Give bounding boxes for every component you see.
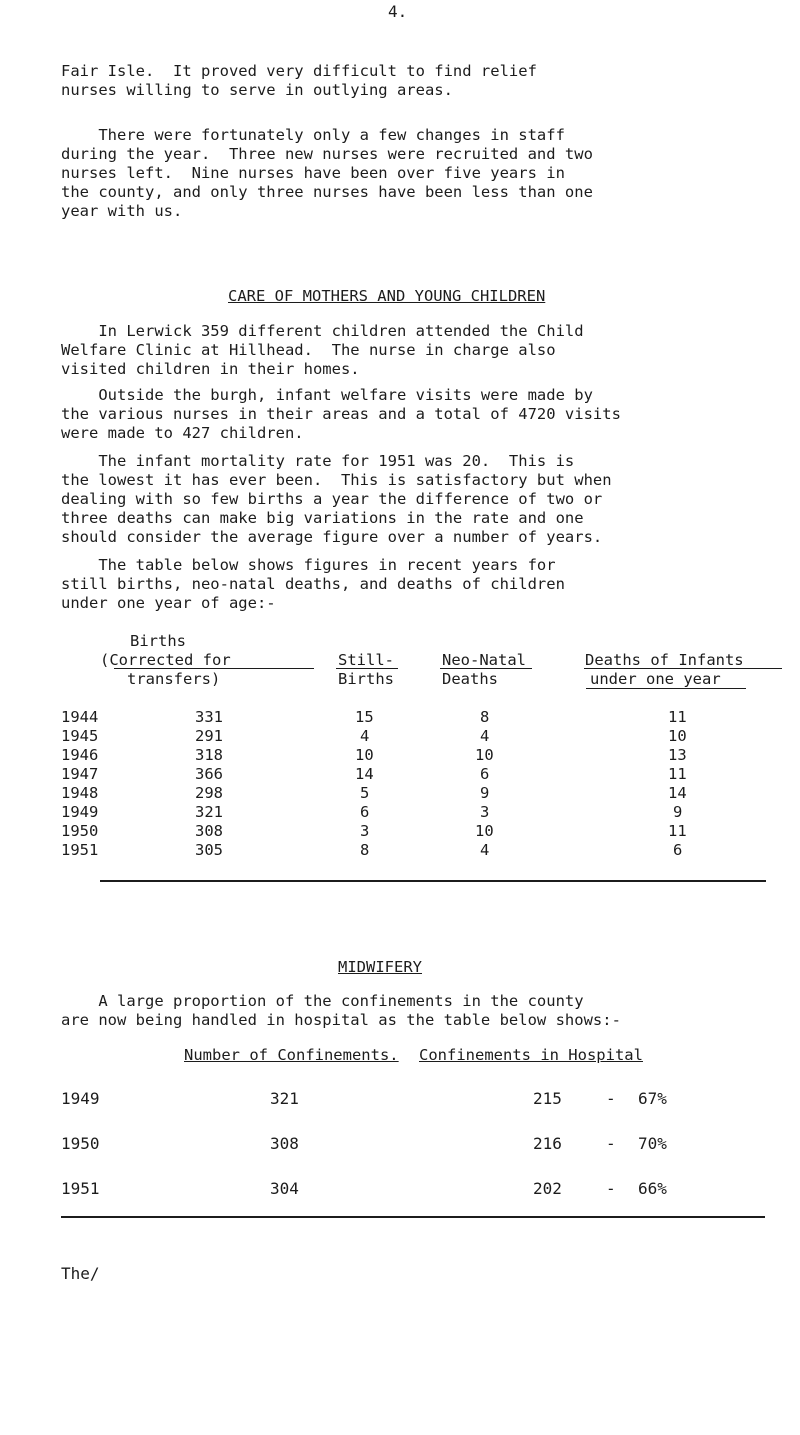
cell-percent: 70% bbox=[638, 1134, 667, 1153]
paragraph-staff: There were fortunately only a few changes in staff during the year. Three new nurses were recruited and two nurses left. Nine nurses have been over five years in the county, and only three nurses have been less than one year with us. bbox=[61, 126, 593, 220]
cell-year: 1949 bbox=[61, 1089, 100, 1108]
infant-header-underline2 bbox=[586, 688, 746, 689]
cell-confinements: 308 bbox=[270, 1134, 299, 1153]
hospital-header: Confinements in Hospital bbox=[419, 1046, 643, 1064]
paragraph-table-intro: The table below shows figures in recent years for still births, neo-natal deaths, and deaths of children under one year of age:- bbox=[61, 556, 565, 612]
cell-births: 366 bbox=[195, 765, 223, 783]
cell-percent: 66% bbox=[638, 1179, 667, 1198]
paragraph-infant-mortality: The infant mortality rate for 1951 was 20. This is the lowest it has ever been. This is satisfactory but when dealing with so few births a year the difference of two or three deaths can make big variations in the rate and one should consider the average figure over a number of years. bbox=[61, 452, 612, 546]
cell-neo: 6 bbox=[480, 765, 490, 783]
infant-header-underline bbox=[584, 668, 782, 669]
cell-still: 15 bbox=[355, 708, 374, 726]
still-header-underline bbox=[336, 668, 398, 669]
cell-still: 8 bbox=[360, 841, 370, 859]
cell-year: 1947 bbox=[61, 765, 99, 783]
cell-year: 1950 bbox=[61, 1134, 100, 1153]
cell-still: 10 bbox=[355, 746, 374, 764]
cell-year: 1951 bbox=[61, 841, 99, 859]
cell-births: 305 bbox=[195, 841, 223, 859]
table-row bbox=[0, 708, 800, 726]
paragraph-fair-isle: Fair Isle. It proved very difficult to find relief nurses willing to serve in outlying areas. bbox=[61, 62, 537, 99]
births-header-line2: (Corrected for bbox=[100, 651, 231, 669]
cell-still: 5 bbox=[360, 784, 370, 802]
cell-births: 298 bbox=[195, 784, 223, 802]
cell-neo: 10 bbox=[475, 746, 494, 764]
cell-births: 308 bbox=[195, 822, 223, 840]
cell-neo: 4 bbox=[480, 841, 490, 859]
paragraph-lerwick: In Lerwick 359 different children attended the Child Welfare Clinic at Hillhead. The nurse in charge also visited children in their homes. bbox=[61, 322, 584, 378]
cell-year: 1946 bbox=[61, 746, 99, 764]
still-header-line2: Births bbox=[338, 670, 394, 688]
cell-hospital: 216 bbox=[533, 1134, 562, 1153]
cell-neo: 9 bbox=[480, 784, 490, 802]
neo-header-line1: Neo-Natal bbox=[442, 651, 526, 669]
table-row bbox=[0, 841, 800, 859]
cell-infant: 6 bbox=[673, 841, 683, 859]
table-row bbox=[0, 1134, 800, 1154]
table-row bbox=[0, 1179, 800, 1199]
table-row bbox=[0, 746, 800, 764]
cell-infant: 11 bbox=[668, 765, 687, 783]
confinements-header: Number of Confinements. bbox=[184, 1046, 399, 1064]
paragraph-outside-burgh: Outside the burgh, infant welfare visits were made by the various nurses in their areas and a total of 4720 visits were made to 427 children. bbox=[61, 386, 621, 442]
cell-infant: 14 bbox=[668, 784, 687, 802]
table2-bottom-rule bbox=[61, 1216, 765, 1218]
catchword: The/ bbox=[61, 1264, 100, 1283]
cell-hospital: 215 bbox=[533, 1089, 562, 1108]
table-row bbox=[0, 1089, 800, 1109]
neo-header-underline bbox=[440, 668, 532, 669]
paragraph-confinements: A large proportion of the confinements in the county are now being handled in hospital as the table below shows:- bbox=[61, 992, 621, 1029]
cell-infant: 13 bbox=[668, 746, 687, 764]
cell-births: 318 bbox=[195, 746, 223, 764]
cell-hospital: 202 bbox=[533, 1179, 562, 1198]
cell-infant: 9 bbox=[673, 803, 683, 821]
cell-year: 1944 bbox=[61, 708, 99, 726]
cell-births: 291 bbox=[195, 727, 223, 745]
cell-births: 331 bbox=[195, 708, 223, 726]
cell-infant: 11 bbox=[668, 708, 687, 726]
cell-births: 321 bbox=[195, 803, 223, 821]
table1-bottom-rule bbox=[100, 880, 766, 882]
cell-year: 1949 bbox=[61, 803, 99, 821]
cell-infant: 10 bbox=[668, 727, 687, 745]
cell-still: 3 bbox=[360, 822, 370, 840]
table-row bbox=[0, 727, 800, 745]
cell-confinements: 304 bbox=[270, 1179, 299, 1198]
cell-neo: 10 bbox=[475, 822, 494, 840]
still-header-line1: Still- bbox=[338, 651, 394, 669]
neo-header-line2: Deaths bbox=[442, 670, 498, 688]
cell-year: 1948 bbox=[61, 784, 99, 802]
table-row bbox=[0, 784, 800, 802]
cell-dash: - bbox=[606, 1179, 616, 1198]
births-header-line1: Births bbox=[130, 632, 186, 650]
cell-neo: 4 bbox=[480, 727, 490, 745]
cell-still: 14 bbox=[355, 765, 374, 783]
cell-neo: 8 bbox=[480, 708, 490, 726]
births-header-line3: transfers) bbox=[127, 670, 221, 688]
page-number: 4. bbox=[388, 2, 408, 21]
cell-still: 6 bbox=[360, 803, 370, 821]
cell-percent: 67% bbox=[638, 1089, 667, 1108]
cell-confinements: 321 bbox=[270, 1089, 299, 1108]
cell-dash: - bbox=[606, 1089, 616, 1108]
cell-infant: 11 bbox=[668, 822, 687, 840]
heading-midwifery: MIDWIFERY bbox=[338, 958, 422, 976]
cell-year: 1951 bbox=[61, 1179, 100, 1198]
table-row bbox=[0, 803, 800, 821]
cell-year: 1950 bbox=[61, 822, 99, 840]
infant-header-line1: Deaths of Infants bbox=[585, 651, 744, 669]
heading-care-of-mothers: CARE OF MOTHERS AND YOUNG CHILDREN bbox=[228, 287, 546, 305]
table-row bbox=[0, 765, 800, 783]
table-row bbox=[0, 822, 800, 840]
infant-header-line2: under one year bbox=[590, 670, 721, 688]
births-header-underline bbox=[114, 668, 314, 669]
cell-still: 4 bbox=[360, 727, 370, 745]
cell-dash: - bbox=[606, 1134, 616, 1153]
cell-year: 1945 bbox=[61, 727, 99, 745]
cell-neo: 3 bbox=[480, 803, 490, 821]
